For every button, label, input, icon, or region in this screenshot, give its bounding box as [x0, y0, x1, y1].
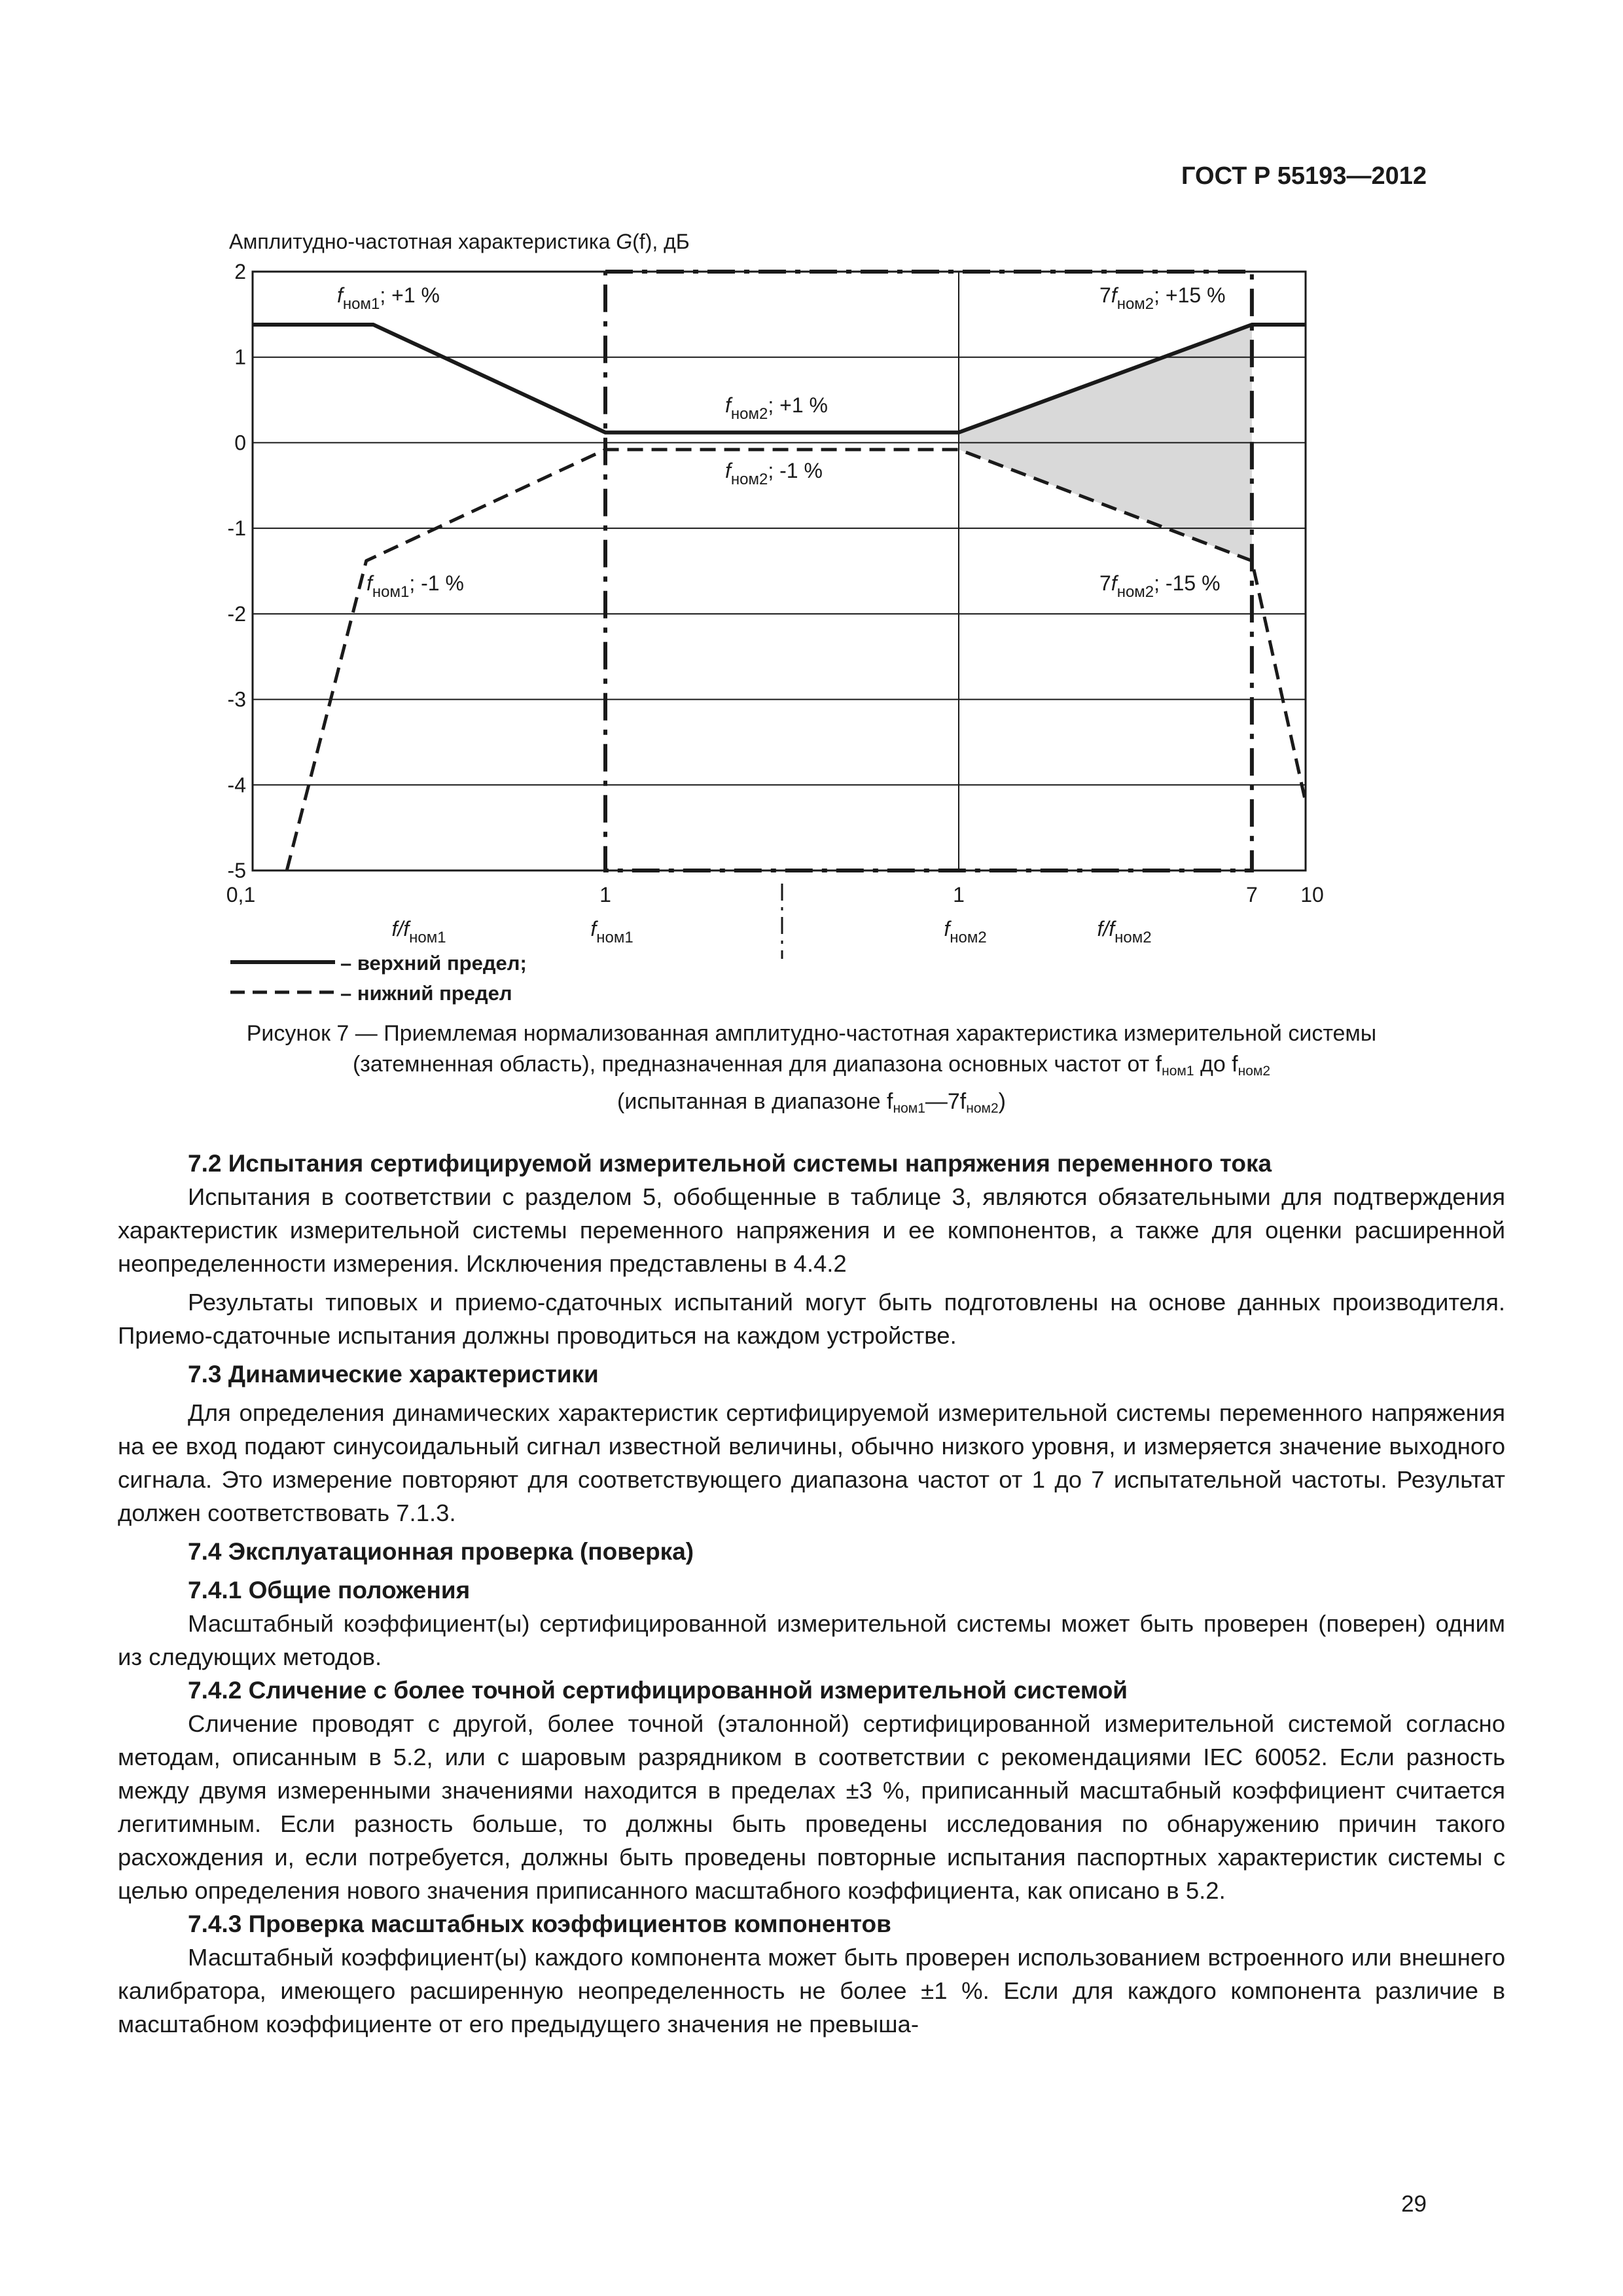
y-tick-label: -1 [227, 516, 246, 541]
caption-line-3: (испытанная в диапазоне $f_{ном1}—7f_{ном2}$) [617, 1089, 1006, 1116]
chart-annotation: $7f_{ном2}$; +15 % [1099, 283, 1226, 313]
section-7-4-3-title: 7.4.3 Проверка масштабных коэффициентов компонентов [188, 1910, 891, 1937]
x-break-label-right: $f_{ном2}$ [944, 917, 987, 946]
section-7-2-title: 7.2 Испытания сертифицируемой измерительной системы напряжения переменного тока [188, 1150, 1272, 1177]
y-tick-label: 1 [234, 345, 246, 369]
chart-legend [230, 952, 527, 1005]
caption-line-1: Рисунок 7 — Приемлемая нормализованная амплитудно-частотная характеристика измерительной системы [246, 1021, 1377, 1046]
x-axis-label-left: $f/f_{ном1}$ [391, 917, 446, 946]
document-body [118, 1147, 1505, 2041]
section-7-4-2-title: 7.4.2 Сличение с более точной сертифицированной измерительной системой [188, 1677, 1128, 1704]
section-7-4-title: 7.4 Эксплуатационная проверка (поверка) [188, 1538, 694, 1565]
y-tick-label: -5 [227, 859, 246, 882]
frequency-response-chart [0, 0, 1623, 1047]
y-tick-label: 0 [234, 431, 246, 455]
x-break-label-left: $f_{ном1}$ [590, 917, 633, 946]
chart-annotation: $7f_{ном2}$; -15 % [1099, 571, 1221, 601]
section-7-3-title: 7.3 Динамические характеристики [188, 1361, 599, 1388]
y-tick-label: -3 [227, 687, 246, 711]
chart-annotation: $f_{ном2}$; -1 % [725, 459, 823, 488]
section-7-3-paragraph-1: Для определения динамических характеристик сертифицируемой измерительной системы переменного напряжения на ее вход подают синусоидальный сигнал известной величины, обычно низкого уровня, и измеряется значение выходного сигнала. Это измерение повторяют для соответствующего диапазона частот от 1 до 7 испытательной частоты. Результат должен соответствовать 7.1.3. [118, 1399, 1505, 1526]
chart-annotation: $f_{ном2}$; +1 % [725, 393, 828, 423]
section-7-2-paragraph-2: Результаты типовых и приемо-сдаточных испытаний могут быть подготовлены на основе данных производителя. Приемо-сдаточные испытания должны проводиться на каждом устройстве. [118, 1289, 1505, 1349]
section-7-4-3-paragraph-1: Масштабный коэффициент(ы) каждого компонента может быть проверен использованием встроенного или внешнего калибратора, имеющего расширенную неопределенность не более ±1 %. Если для каждого компонента различие в масштабном коэффициенте от его предыдущего значения не превыша- [118, 1944, 1505, 2037]
x-axis-label-right: $f/f_{ном2}$ [1097, 917, 1152, 946]
x-tick-label: 0,1 [226, 883, 256, 906]
chart-y-axis-label: Амплитудно-частотная характеристика G(f), дБ [229, 230, 690, 253]
caption-line-2: (затемненная область), предназначенная для диапазона основных частот от $f_{ном1}$ до $f_{ном2}$ [352, 1052, 1271, 1079]
chart-annotation: $f_{ном1}$; -1 % [366, 571, 464, 601]
legend-upper-label: – верхний предел; [340, 952, 527, 975]
x-tick-label: 1 [599, 883, 611, 906]
section-7-4-1-title: 7.4.1 Общие положения [188, 1577, 471, 1604]
x-tick-label: 1 [953, 883, 965, 906]
chart-annotation: $f_{ном1}$; +1 % [337, 283, 440, 313]
document-number: ГОСТ Р 55193—2012 [1181, 162, 1427, 190]
x-tick-label: 7 [1246, 883, 1258, 906]
legend-lower-label: – нижний предел [340, 982, 512, 1005]
section-7-2-paragraph-1: Испытания в соответствии с разделом 5, обобщенные в таблице 3, являются обязательными для подтверждения характеристик измерительной системы переменного напряжения и ее компонентов, а также для оценки расширенной неопределенности измерения. Исключения представлены в 4.4.2 [118, 1183, 1505, 1277]
section-7-4-2-paragraph-1: Сличение проводят с другой, более точной (эталонной) сертифицированной измерительной системой согласно методам, описанным в 5.2, или с шаровым разрядником в соответствии с рекомендациями IEC 60052. Если разность между двумя измеренными значениями находится в пределах ±3 %, приписанный масштабный коэффициент считается легитимным. Если разность больше, то должны быть проведены исследования по обнаружению причин такого расхождения и, если потребуется, должны быть проведены повторные испытания паспортных характеристик системы с целью определения нового значения приписанного масштабного коэффициента, как описано в 5.2. [118, 1710, 1505, 1904]
page-number: 29 [1401, 2191, 1427, 2217]
x-tick-label: 10 [1300, 883, 1324, 906]
figure-caption [118, 1018, 1505, 1124]
y-tick-label: 2 [234, 260, 246, 283]
section-7-4-1-paragraph-1: Масштабный коэффициент(ы) сертифицированной измерительной системы может быть проверен (поверен) одним из следующих методов. [118, 1610, 1505, 1670]
y-tick-label: -4 [227, 773, 246, 797]
y-tick-labels [228, 260, 246, 882]
x-axis-labels [391, 917, 1151, 946]
y-tick-label: -2 [227, 601, 246, 626]
x-tick-labels [226, 883, 1324, 906]
